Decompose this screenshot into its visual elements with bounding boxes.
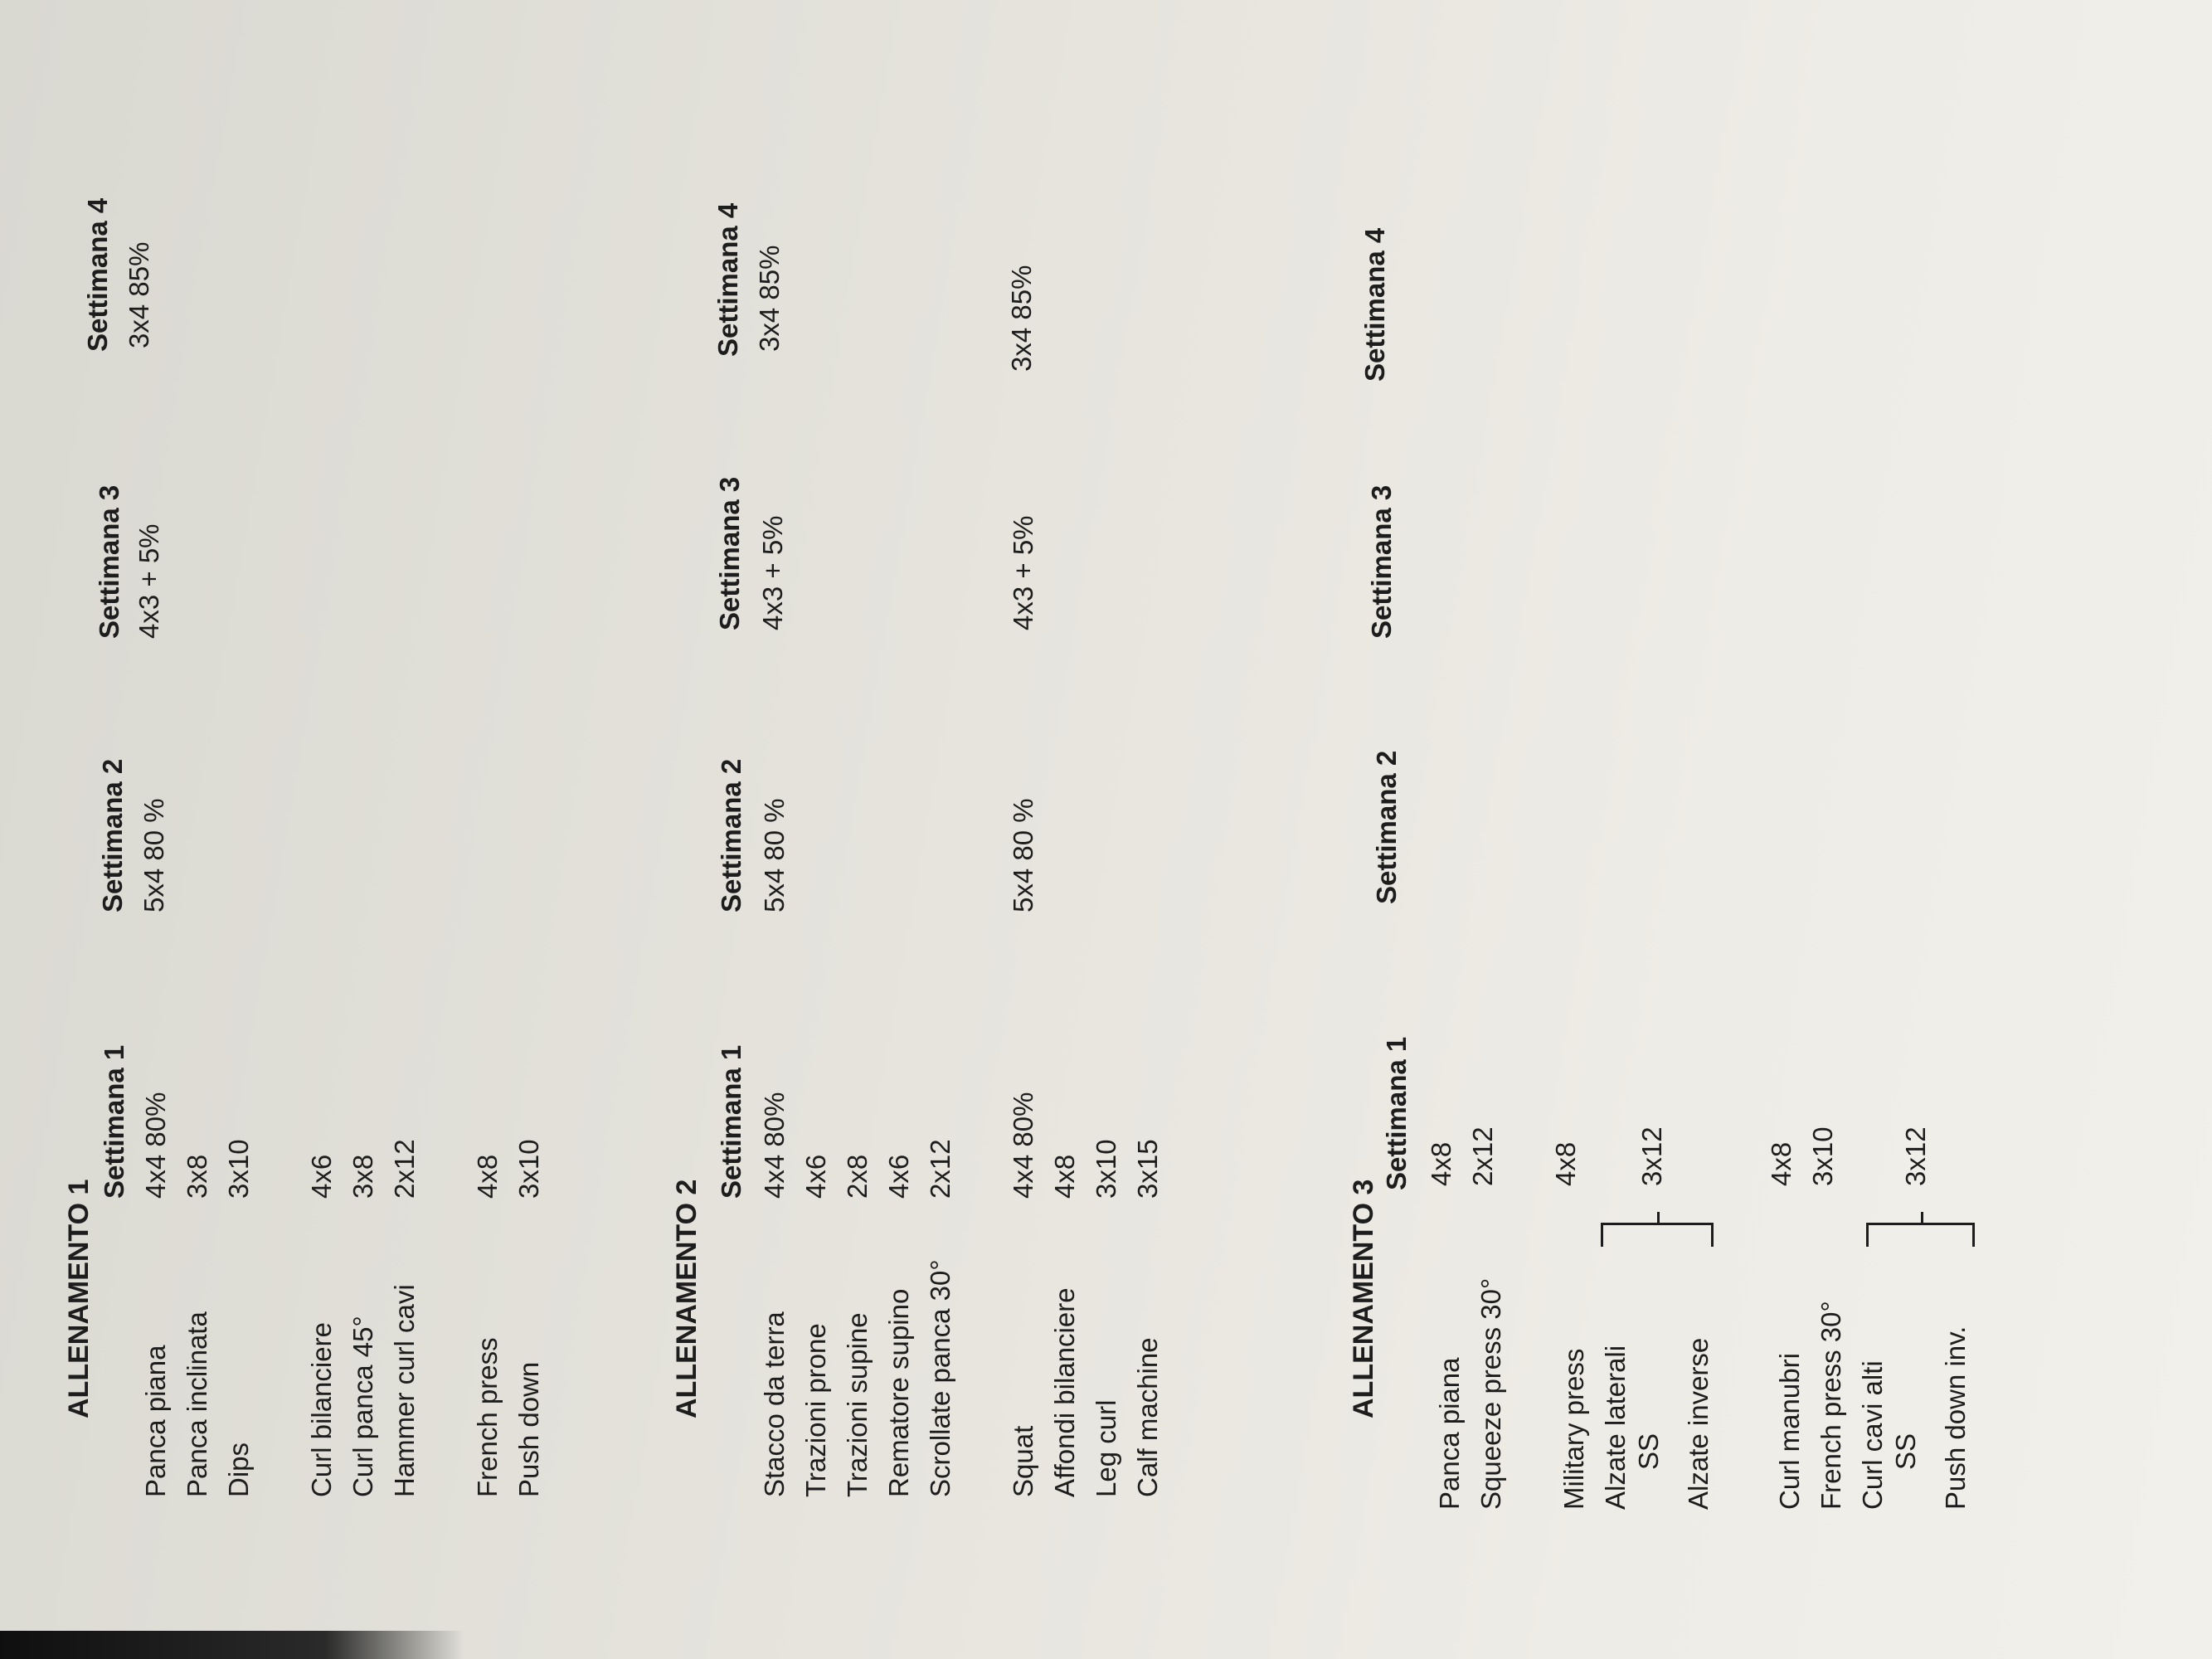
w1-set-w2: 5x4 80 % xyxy=(139,798,169,912)
w2-set-w1: 2x12 xyxy=(925,1139,955,1199)
w3-set-w1: 2x12 xyxy=(1467,1126,1498,1186)
w2-set-w3: 4x3 + 5% xyxy=(757,515,788,630)
w3-week-4-header: Settimana 4 xyxy=(1359,227,1390,382)
w2-week-3-header: Settimana 3 xyxy=(714,476,745,630)
w3-exercise-name: Alzate inverse xyxy=(1683,1337,1714,1510)
w2-exercise-name: Affondi bilanciere xyxy=(1049,1287,1080,1497)
w1-set-w1: 4x6 xyxy=(306,1154,337,1199)
w1-exercise-name: Push down xyxy=(513,1361,544,1497)
w3-exercise-name: Curl cavi alti xyxy=(1857,1360,1888,1510)
w3-exercise-name: Curl manubri xyxy=(1774,1353,1805,1510)
w3-set-w1: 3x10 xyxy=(1807,1126,1838,1186)
workout-1-title: ALLENAMENTO 1 xyxy=(63,1179,95,1418)
w1-set-w3: 4x3 + 5% xyxy=(134,523,164,639)
w2-exercise-name: Leg curl xyxy=(1091,1399,1121,1497)
superset-1-sets: 3x12 xyxy=(1636,1126,1667,1186)
workout-2-title: ALLENAMENTO 2 xyxy=(671,1179,702,1418)
w3-week-1-header: Settimana 1 xyxy=(1381,1036,1412,1190)
superset-2-sets: 3x12 xyxy=(1900,1126,1931,1186)
w2-set-w2: 5x4 80 % xyxy=(1008,798,1038,912)
w1-exercise-name: French press xyxy=(472,1337,503,1497)
w2-exercise-name: Stacco da terra xyxy=(759,1311,790,1497)
w1-exercise-name: Panca inclinata xyxy=(182,1311,212,1497)
w3-week-2-header: Settimana 2 xyxy=(1371,750,1402,904)
w1-exercise-name: Curl panca 45° xyxy=(348,1316,378,1497)
w1-set-w1: 3x8 xyxy=(348,1154,378,1199)
w1-set-w1: 4x8 xyxy=(472,1154,503,1199)
workout-3-title: ALLENAMENTO 3 xyxy=(1348,1179,1379,1418)
w2-set-w4: 3x4 85% xyxy=(1006,265,1037,372)
w2-set-w3: 4x3 + 5% xyxy=(1008,515,1038,630)
w3-exercise-name: Alzate laterali xyxy=(1600,1345,1631,1510)
w2-set-w1: 4x8 xyxy=(1049,1154,1080,1199)
w2-set-w1: 3x10 xyxy=(1091,1139,1121,1199)
w1-set-w4: 3x4 85% xyxy=(124,241,154,348)
w2-set-w1: 4x4 80% xyxy=(759,1092,790,1199)
w1-week-4-header: Settimana 4 xyxy=(82,197,113,352)
w1-exercise-name: Dips xyxy=(223,1442,254,1497)
w3-exercise-name: Push down inv. xyxy=(1940,1326,1971,1510)
w1-set-w1: 3x10 xyxy=(223,1139,254,1199)
w2-exercise-name: Trazioni prone xyxy=(800,1323,831,1497)
w2-week-1-header: Settimana 1 xyxy=(716,1044,746,1199)
w3-exercise-name: Military press xyxy=(1558,1348,1589,1510)
w1-exercise-name: Panca piana xyxy=(140,1345,171,1497)
w2-week-2-header: Settimana 2 xyxy=(716,758,746,912)
w1-set-w1: 4x4 80% xyxy=(140,1092,171,1199)
w2-set-w1: 4x6 xyxy=(800,1154,831,1199)
w2-exercise-name: Scrollate panca 30° xyxy=(925,1259,955,1497)
w2-set-w1: 2x8 xyxy=(842,1154,873,1199)
w3-exercise-name: French press 30° xyxy=(1816,1301,1846,1510)
w2-week-4-header: Settimana 4 xyxy=(712,202,743,357)
w3-week-3-header: Settimana 3 xyxy=(1366,484,1397,639)
w2-set-w1: 3x15 xyxy=(1132,1139,1163,1199)
w1-set-w1: 3x10 xyxy=(513,1139,544,1199)
w3-set-w1: 4x8 xyxy=(1766,1141,1796,1186)
w1-exercise-name: Hammer curl cavi xyxy=(389,1284,420,1497)
w3-exercise-name: Panca piana xyxy=(1434,1357,1465,1510)
w2-exercise-name: Trazioni supine xyxy=(842,1312,873,1497)
w2-exercise-name: Rematore supino xyxy=(883,1288,914,1497)
superset-bracket xyxy=(1866,1223,1975,1247)
w2-set-w2: 5x4 80 % xyxy=(759,798,790,912)
superset-bracket xyxy=(1601,1223,1714,1247)
w1-week-2-header: Settimana 2 xyxy=(97,758,128,912)
superset-label: SS xyxy=(1633,1433,1664,1470)
superset-label: SS xyxy=(1890,1433,1921,1470)
w2-exercise-name: Calf machine xyxy=(1132,1337,1163,1497)
w3-set-w1: 4x8 xyxy=(1426,1141,1456,1186)
w3-exercise-name: Squeeze press 30° xyxy=(1475,1277,1506,1510)
w1-set-w1: 3x8 xyxy=(182,1154,212,1199)
w2-exercise-name: Squat xyxy=(1008,1425,1038,1497)
w1-exercise-name: Curl bilanciere xyxy=(306,1322,337,1497)
w1-week-3-header: Settimana 3 xyxy=(94,484,124,639)
w3-set-w1: 4x8 xyxy=(1550,1141,1581,1186)
w1-week-1-header: Settimana 1 xyxy=(99,1044,129,1199)
w2-set-w1: 4x4 80% xyxy=(1008,1092,1038,1199)
w2-set-w4: 3x4 85% xyxy=(754,245,785,352)
w2-set-w1: 4x6 xyxy=(883,1154,914,1199)
w1-set-w1: 2x12 xyxy=(389,1139,420,1199)
